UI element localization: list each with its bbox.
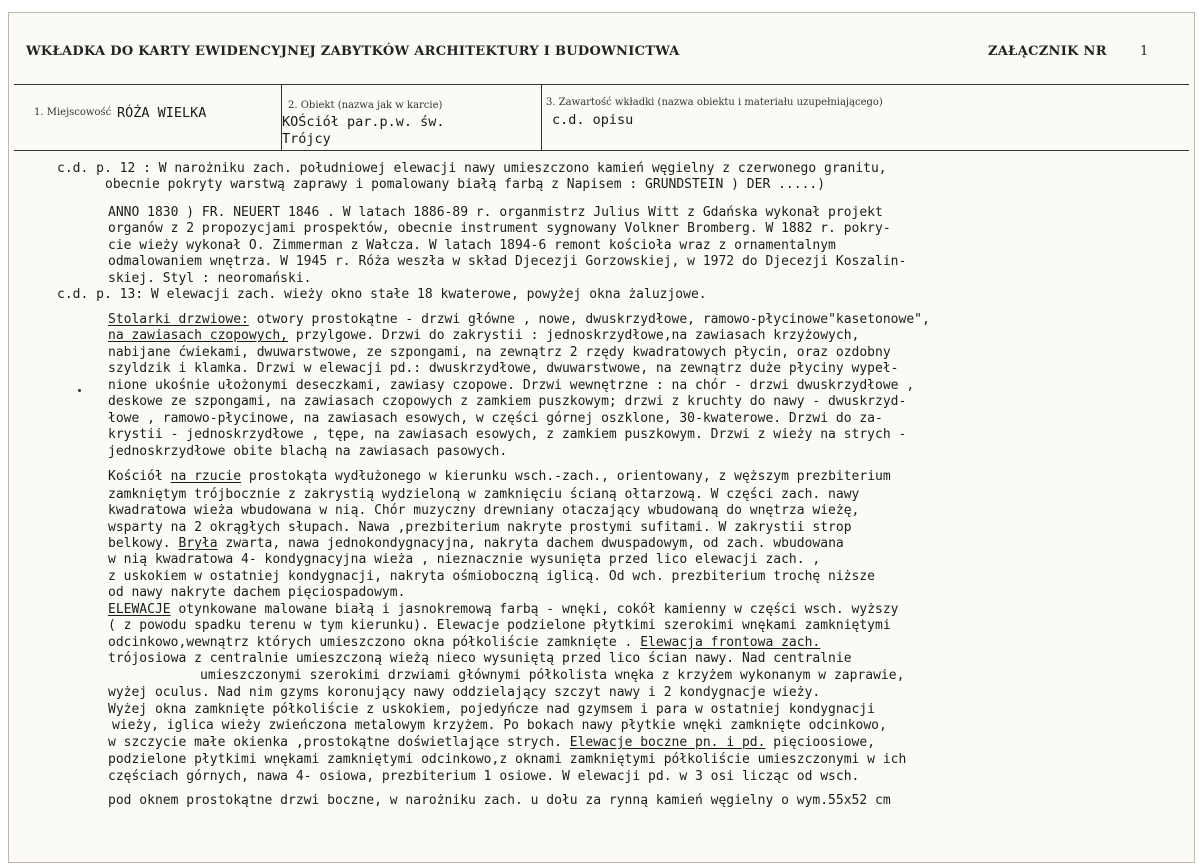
text-line: skiej. Styl : neoromański. [108,271,312,286]
text-line: odmalowaniem wnętrza. W 1945 r. Róża weszła w skład Djecezji Gorzowskiej, w 1972 do Djecezji Koszalin- [108,254,907,269]
text-line: w szczycie małe okienka ,prostokątne doświetlające strych. Elewacje boczne pn. i pd. pięcioosiowe, [108,735,876,750]
text-line: c.d. p. 12 : W narożniku zach. południowej elewacji nawy umieszczono kamień węgielny z czerwonego granitu, [57,161,887,176]
text-line: od nawy nakryte dachem pięciospadowym. [108,585,406,600]
text-line: trójosiowa z centralnie umieszczoną wieżą nieco wysuniętą przed lico ścian nawy. Nad centralnie [108,651,852,666]
text-line: nione ukośnie ułożonymi deseczkami, zawiasy czopowe. Drzwi wewnętrzne : na chór - drzwi dwuskrzydłowe , [108,378,915,393]
content-label: 3. Zawartość wkładki (nazwa obiektu i materiału uzupełniającego) [546,97,883,108]
text-line: Kościół na rzucie prostokąta wydłużonego w kierunku wsch.-zach., orientowany, z węższym prezbiterium [108,469,891,484]
attachment-label: ZAŁĄCZNIK NR [988,44,1107,59]
section-heading-front: Elewacja frontowa zach. [640,635,821,650]
text-line: obecnie pokryty warstwą zaprawy i pomalowany białą farbą z Napisem : GRUNDSTEIN ) DER .....) [105,177,826,192]
form-title: WKŁADKA DO KARTY EWIDENCYJNEJ ZABYTKÓW ARCHITEKTURY I BUDOWNICTWA [26,44,680,59]
text-line: wieży, iglica wieży zwieńczona metalowym krzyżem. Po bokach nawy płytkie wnęki zamknięte odcinkowo, [112,718,887,733]
text-line: kwadratowa wieża wbudowana w nią. Chór muzyczny drewniany otaczający wbudowaną do wnętrza wieżę, [108,503,860,518]
text-line: nabijane ćwiekami, dwuwarstwowe, ze szpongami, na zewnątrz 2 rzędy kwadratowych płycin, oraz ozdobny [108,345,891,360]
object-value-line2: Trójcy [282,131,331,147]
text-line: odcinkowo,wewnątrz których umieszczono okna półkoliście zamknięte . Elewacja frontowa zach. [108,635,821,650]
margin-mark [78,389,81,392]
text-line: szyldzik i klamka. Drzwi w elewacji pd.: dwuskrzydłowe, dwuwarstwowe, na zewnątrz duże płyciny wypeł- [108,361,899,376]
text-line: umieszczonymi szerokimi drzwiami głównymi półkolista wnęka z krzyżem wykonanym w zaprawie, [200,668,905,683]
field-divider-2 [541,84,542,150]
text-line: częściach górnych, nawa 4- osiowa, prezbiterium 1 osiowe. W elewacji pd. w 3 osi licząc od wsch. [108,769,860,784]
text-line: krystii - jednoskrzydłowe , tępe, na zawiasach esowych, z zamkiem puszkowym. Drzwi z wieży na strych - [108,427,907,442]
text-line: cie wieży wykonał O. Zimmerman z Wałcza. W latach 1894-6 remont kościoła wraz z ornamentalnym [108,238,836,253]
text-line: w nią kwadratowa 4- kondygnacyjna wieża , nieznacznie wysunięta przed lico elewacji zach. , [108,552,821,567]
text-line: c.d. p. 13: W elewacji zach. wieży okno stałe 18 kwaterowe, powyżej okna żaluzjowe. [57,287,707,302]
text-line: podzielone płytkimi wnękami zamkniętymi odcinkowo,z oknami zamkniętymi półkoliście umieszczonymi w ich [108,752,907,767]
text-line: wsparty na 2 okrągłych słupach. Nawa ,prezbiterium nakryte prostymi sufitami. W zakrystii strop [108,520,852,535]
object-label: 2. Obiekt (nazwa jak w karcie) [288,100,443,111]
text-line: wyżej oculus. Nad nim gzyms koronujący nawy oddzielający szczyt nawy i 2 kondygnacje wieży. [108,685,821,700]
text-line: Wyżej okna zamknięte półkoliście z uskokiem, pojedyńcze nad gzymsem i para w ostatniej kondygnacji [108,702,876,717]
text-line: łowe , ramowo-płycinowe, na zawiasach esowych, w części górnej oszklone, 30-kwaterowe. Drzwi do za- [108,411,883,426]
locality-label: 1. Miejscowość [34,107,112,118]
section-heading-bryla: Bryła [178,536,218,551]
text-line: z uskokiem w ostatniej kondygnacji, nakryta ośmioboczną iglicą. Od wch. prezbiterium trochę niższe [108,569,876,584]
header-rule-bottom [14,150,1189,151]
text-line: na zawiasach czopowych, przylgowe. Drzwi do zakrystii : jednoskrzydłowe,na zawiasach krzyżowych, [108,328,860,343]
section-heading-side: Elewacje boczne pn. i pd. [569,735,766,750]
text-line: ELEWACJE otynkowane malowane białą i jasnokremową farbą - wnęki, cokół kamienny w części wsch. wyższy [108,602,899,617]
text-line: Stolarki drzwiowe: otwory prostokątne - drzwi główne , nowe, dwuskrzydłowe, ramowo-płycinowe"kasetonowe", [108,312,930,327]
section-heading-elewacje: ELEWACJE [108,602,171,617]
section-heading-doors: Stolarki drzwiowe: [108,312,249,327]
text-line: jednoskrzydłowe obite blachą na zawiasach pasowych. [108,444,508,459]
object-value-line1: KOŚciół par.p.w. św. [282,114,445,130]
attachment-number: 1 [1140,44,1149,59]
content-value: c.d. opisu [552,112,634,128]
text-line: ( z powodu spadku terenu w tym kierunku). Elewacje podzielone płytkimi szerokimi wnękami zamkniętymi [108,618,891,633]
text-line: pod oknem prostokątne drzwi boczne, w narożniku zach. u dołu za rynną kamień węgielny o wym.55x52 cm [108,793,891,808]
text-line: organów z 2 propozycjami prospektów, obecnie instrument sygnowany Volkner Bromberg. W 1882 r. pokry- [108,221,891,236]
text-line: zamkniętym trójbocznie z zakrystią wydzieloną w zamknięciu ścianą ołtarzową. W części zach. nawy [108,487,860,502]
header-rule-top [14,84,1189,85]
text-line: belkowy. Bryła zwarta, nawa jednokondygnacyjna, nakryta dachem dwuspadowym, od zach. wbudowana [108,536,844,551]
text-line: deskowe ze szpongami, na zawiasach czopowych z zamkiem puszkowym; drzwi z kruchty do nawy - dwuskrzyd- [108,394,907,409]
text-line: ANNO 1830 ) FR. NEUERT 1846 . W latach 1886-89 r. organmistrz Julius Witt z Gdańska wykonał projekt [108,205,883,220]
locality-value: RÓŻA WIELKA [117,105,207,121]
